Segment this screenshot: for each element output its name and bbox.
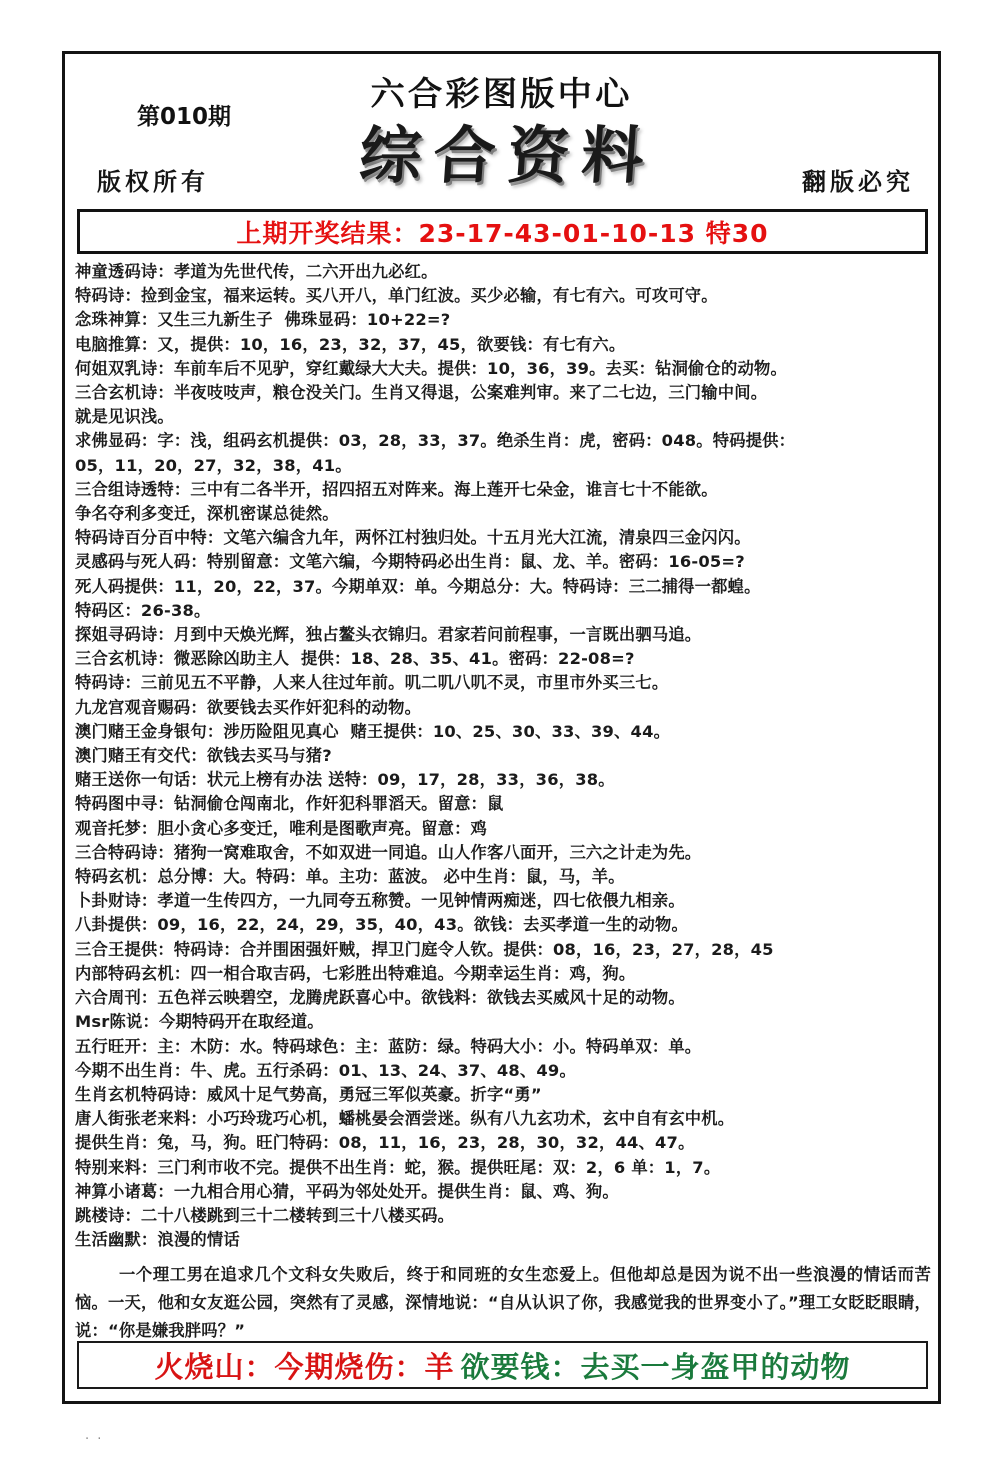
body-line: 观音托梦：胆小贪心多变迁，唯利是图歌声亮。留意：鸡 (75, 818, 488, 838)
body-line: 求佛显码：字：浅，组码玄机提供：03，28，33，37。绝杀生肖：虎，密码：048。特码提供： (75, 431, 796, 451)
poster-page (62, 51, 941, 1404)
body-line: 就是见识浅。 (75, 407, 174, 427)
body-line: 澳门赌王金身银句：涉历险阻见真心 赌王提供：10、25、30、33、39、44。 (75, 721, 671, 741)
body-line: 提供生肖：兔，马，狗。旺门特码：08，11，16，23，28，30，32，44、47。 (75, 1133, 695, 1153)
body-line: 澳门赌王有交代：欲钱去买马与猪? (75, 746, 332, 766)
body-line: 六合周刊：五色祥云映碧空，龙腾虎跃喜心中。欲钱料：欲钱去买威风十足的动物。 (75, 988, 685, 1008)
bottom-tip-red-text: 火烧山：今期烧伤：羊 (154, 1349, 455, 1384)
body-line: 三合组诗透特：三中有二各半开，招四招五对阵来。海上莲开七朵金，谁言七十不能欲。 (75, 479, 718, 499)
brand-main-title: 综合资料 (356, 119, 658, 192)
body-line: 05，11，20，27，32，38，41。 (75, 455, 352, 475)
body-line: 内部特码玄机：四一相合取吉码，七彩胜出特难追。今期幸运生肖：鸡，狗。 (75, 963, 636, 983)
bottom-tip-green-text: 欲要钱：去买一身盔甲的动物 (460, 1349, 851, 1384)
body-line: 特码诗：三前见五不平静，人来人往过年前。叽二叽八叽不灵，市里市外买三七。 (75, 673, 669, 693)
issue-number: 第010期 (137, 104, 232, 130)
body-line: 五行旺开：主：木防：水。特码球色：主：蓝防：绿。特码大小：小。特码单双：单。 (75, 1036, 702, 1056)
body-line: 今期不出生肖：牛、虎。五行杀码：01、13、24、37、48、49。 (75, 1060, 576, 1080)
body-line: 特码玄机：总分博：大。特码：单。主功：蓝波。 必中生肖：鼠，马，羊。 (75, 867, 625, 887)
body-line: 八卦提供：09，16，22，24，29，35，40，43。欲钱：去买孝道一生的动物。 (75, 915, 688, 935)
body-line: 跳楼诗：二十八楼跳到三十二楼转到三十八楼买码。 (75, 1205, 455, 1225)
content-body (75, 260, 931, 1345)
body-line: 赌王送你一句话：状元上榜有办法 送特：09，17，28，33，36，38。 (75, 770, 615, 790)
brand-top-title: 六合彩图版中心 (370, 74, 633, 113)
body-line: 三合玄机诗：微恶除凶助主人 提供：18、28、35、41。密码：22-08=? (75, 649, 635, 669)
body-line: 九龙宫观音赐码：欲要钱去买作奸犯科的动物。 (75, 697, 422, 717)
body-line: 神童透码诗：孝道为先世代传，二六开出九必红。 (75, 262, 438, 281)
bottom-tip-banner (77, 1341, 928, 1389)
body-line: 特码区：26-38。 (75, 600, 211, 620)
previous-draw-result-banner (77, 209, 928, 254)
body-line: 电脑推算：又，提供：10，16，23，32，37，45，欲要钱：有七有六。 (75, 334, 626, 354)
body-line: 争名夺利多变迁，深机密谋总徒然。 (75, 504, 339, 524)
body-line: 生活幽默：浪漫的情话 (75, 1230, 240, 1250)
body-line: 灵感码与死人码：特别留意：文笔六编，今期特码必出生肖：鼠、龙、羊。密码：16-05=? (75, 552, 745, 572)
footer-dots: · · (85, 1432, 104, 1447)
body-line: 特码诗：捡到金宝，福来运转。买八开八，单门红波。买少必输，有七有六。可攻可守。 (75, 286, 718, 306)
body-line: 探姐寻码诗：月到中天焕光辉，独占鳌头衣锦归。君家若问前程事，一言既出驷马追。 (75, 625, 702, 645)
joke-paragraph: 一个理工男在追求几个文科女失败后，终于和同班的女生恋爱上。但他却总是因为说不出一些浪漫的情话而苦恼。一天，他和女友逛公园，突然有了灵感，深情地说：“自从认识了你，我感觉我的世界变小了。”理工女眨眨眼睛，说：“你是嫌我胖吗？” (75, 1265, 931, 1341)
body-line: 三合王提供：特码诗：合并围困强奸贼，捍卫门庭令人钦。提供：08，16，23，27，28，45 (75, 939, 774, 959)
previous-draw-result-text: 上期开奖结果：23-17-43-01-10-13 特30 (236, 218, 769, 248)
body-line: 特别来料：三门利市收不完。提供不出生肖：蛇，猴。提供旺尾：双：2，6 单：1，7。 (75, 1157, 721, 1177)
body-line: 死人码提供：11，20，22，37。今期单双：单。今期总分：大。特码诗：三二捕得一都蝗。 (75, 576, 761, 596)
body-line: 唐人街张老来料：小巧玲珑巧心机，蟠桃晏会酒尝迷。纵有八九玄功术，玄中自有玄中机。 (75, 1109, 735, 1129)
body-line: 念珠神算：又生三九新生子 佛珠显码：10+22=? (75, 310, 451, 330)
body-line: 特码图中寻：钻洞偷仓闯南北，作奸犯科罪滔天。留意：鼠 (75, 794, 504, 814)
body-line: Msr陈说：今期特码开在取经道。 (75, 1012, 324, 1032)
masthead (65, 54, 938, 199)
body-line: 卜卦财诗：孝道一生传四方，一九同夸五称赞。一见钟情两痴迷，四七依偎九相亲。 (75, 891, 685, 911)
body-line-list (75, 260, 931, 1252)
body-line: 三合玄机诗：半夜吱吱声，粮仓没关门。生肖又得退，公案难判审。来了二七边，三门输中间。 (75, 383, 768, 403)
body-line: 特码诗百分百中特：文笔六编含九年，两怀江村独归处。十五月光大江流，清泉四三金闪闪。 (75, 528, 751, 548)
body-line: 何姐双乳诗：车前车后不见驴，穿红戴绿大大夫。提供：10，36，39。去买：钻洞偷仓的动物。 (75, 358, 787, 378)
body-line: 生肖玄机特码诗：威风十足气势高，勇冠三军似英豪。折字“勇” (75, 1084, 542, 1104)
copyright-notice-left: 版权所有 (97, 167, 209, 196)
body-line: 三合特码诗：猪狗一窝难取舍，不如双进一同追。山人作客八面开，三六之计走为先。 (75, 842, 702, 862)
body-line: 神算小诸葛：一九相合用心猜，平码为邻处处开。提供生肖：鼠、鸡、狗。 (75, 1181, 619, 1201)
copyright-notice-right: 翻版必究 (802, 167, 914, 196)
